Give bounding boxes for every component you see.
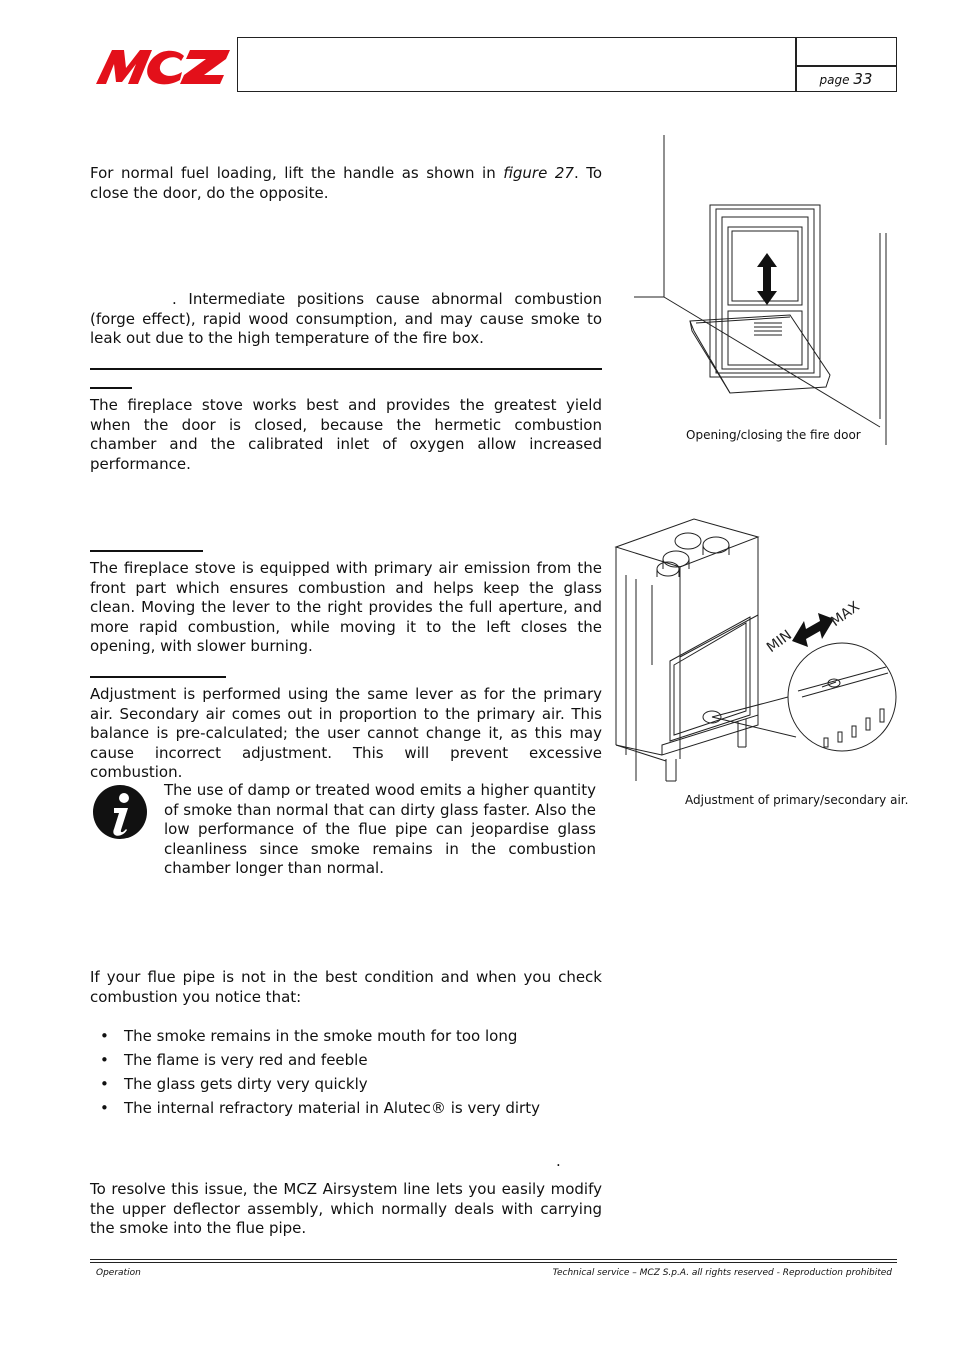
symptom-list	[90, 1024, 602, 1120]
footer-left: Operation	[96, 1268, 141, 1278]
list-item: • The smoke remains in the smoke mouth for too long	[90, 1024, 602, 1048]
air-adjustment-figure	[612, 515, 902, 785]
flue-intro: If your flue pipe is not in the best condition and when you check combustion you notice that:	[90, 968, 602, 1006]
list-item: • The glass gets dirty very quickly	[90, 1072, 602, 1096]
door-paragraph-1: For normal fuel loading, lift the handle as shown in figure 27. To close the door, do the opposite.	[90, 164, 603, 202]
footer-rule	[90, 1262, 897, 1263]
list-item: • The internal refractory material in Alutec® is very dirty	[90, 1096, 602, 1120]
stray-dot: .	[556, 1152, 561, 1170]
primary-air-paragraph: The fireplace stove is equipped with primary air emission from the front part which ensures combustion and helps keep the glass clean. Moving the lever to the right provides the full aperture, and more rapid combustion, while moving it to the left closes the opening, with slower burning.	[90, 559, 602, 655]
label-min: MIN	[764, 627, 795, 656]
label-max: MAX	[828, 598, 863, 630]
air-figure-caption: Adjustment of primary/secondary air.	[685, 793, 909, 807]
figure-reference: figure 27	[503, 164, 574, 182]
flue-resolve: To resolve this issue, the MCZ Airsystem line lets you easily modify the upper deflector assembly, which normally deals with carrying the smoke into the flue pipe.	[90, 1180, 602, 1237]
footer-right: Technical service – MCZ S.p.A. all rights reserved - Reproduction prohibited	[552, 1268, 892, 1278]
mcz-logo	[92, 42, 232, 86]
door-paragraph-3: The fireplace stove works best and provides the greatest yield when the door is closed, because the hermetic combustion chamber and the calibrated inlet of oxygen allow increased performance.	[90, 396, 602, 473]
info-icon	[92, 784, 148, 840]
heading-underline	[90, 550, 203, 552]
heading-underline	[90, 387, 132, 389]
secondary-air-paragraph: Adjustment is performed using the same lever as for the primary air. Secondary air comes out in proportion to the primary air. This balance is pre-calculated; the user cannot change it, as this may cause incorrect adjustment. This will prevent excessive combustion.	[90, 685, 602, 781]
footer-rule	[90, 1259, 897, 1260]
door-figure-caption: Opening/closing the fire door	[686, 428, 861, 442]
list-item: • The flame is very red and feeble	[90, 1048, 602, 1072]
page-number: page 33	[819, 70, 873, 88]
door-paragraph-2: . Intermediate positions cause abnormal combustion (forge effect), rapid wood consumption, and may cause smoke to leak out due to the high temperature of the fire box.	[90, 290, 602, 347]
header-divider	[795, 65, 897, 67]
section-rule	[90, 368, 602, 370]
heading-underline	[90, 676, 226, 678]
door-figure	[630, 135, 890, 445]
info-note: The use of damp or treated wood emits a higher quantity of smoke than normal that can dirty glass faster. Also the low performance of the flue pipe can jeopardise glass cleanliness since smoke remains in the combustion chamber longer than normal.	[164, 781, 596, 877]
